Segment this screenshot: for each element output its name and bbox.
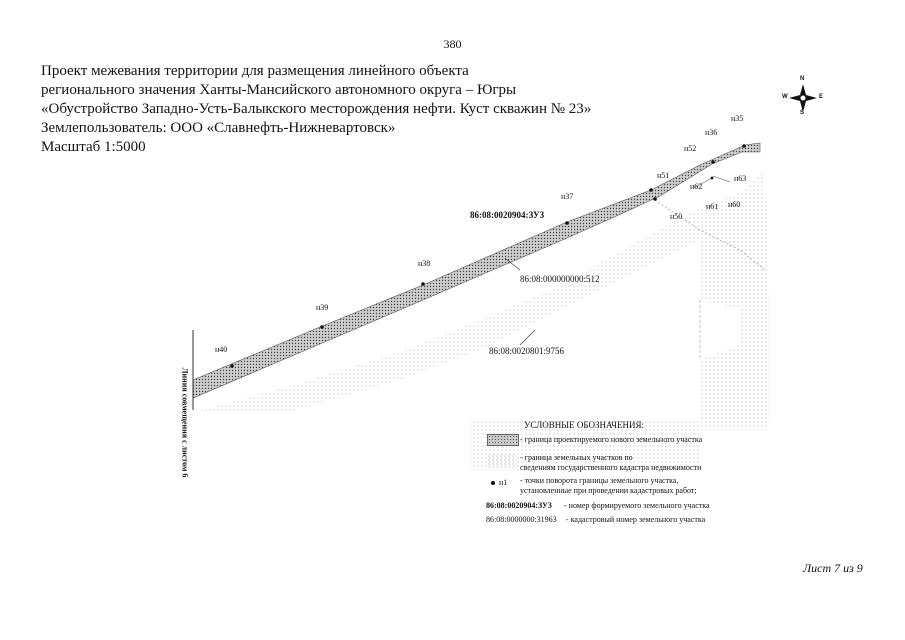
new-parcel-strip xyxy=(193,143,760,398)
legend-point-1: - точки поворота границы земельного участка, xyxy=(520,476,679,485)
label-parcel-512: 86:08:000000000:512 xyxy=(520,274,600,284)
legend-number-example: 86:08:0020904:ЗУ3 xyxy=(486,501,552,510)
point-n37 xyxy=(565,221,569,225)
legend-cad-example: 86:08:0000000:31963 xyxy=(486,515,557,524)
legend-title: УСЛОВНЫЕ ОБОЗНАЧЕНИЯ: xyxy=(524,420,644,430)
page-number: 380 xyxy=(443,37,462,51)
legend-point-label: н1 xyxy=(499,478,508,487)
label-n60: н60 xyxy=(728,200,741,209)
label-n52: н52 xyxy=(684,144,697,153)
leader-9756 xyxy=(520,330,535,345)
compass-s: S xyxy=(800,110,805,116)
sheet-join-label xyxy=(180,356,190,496)
legend-swatch-new xyxy=(487,434,519,446)
cadastral-parcel-right xyxy=(700,190,768,430)
title-line-4: Землепользователь: ООО «Славнефть-Нижневартовск» xyxy=(41,120,396,136)
compass-n: N xyxy=(800,76,805,82)
legend-cadastre-1: - граница земельных участков по xyxy=(520,453,633,462)
point-n51 xyxy=(649,188,653,192)
compass-w: W xyxy=(782,94,788,100)
label-n39: н39 xyxy=(316,303,329,312)
sheet-join-text: Линия совмещения с листом 6 xyxy=(180,367,190,478)
legend-point-symbol xyxy=(482,478,522,490)
point-n38 xyxy=(421,282,425,286)
label-n38: н38 xyxy=(418,259,431,268)
legend-swatch-cadastre xyxy=(487,454,517,468)
point-n40 xyxy=(230,364,234,368)
point-n39 xyxy=(320,325,324,329)
title-line-2: регионального значения Ханты-Мансийского автономного округа – Югры xyxy=(41,82,517,98)
label-n50: н50 xyxy=(670,212,683,221)
point-dot-icon xyxy=(491,481,495,485)
legend-point-2: установленные при проведении кадастровых работ; xyxy=(520,486,697,495)
title-line-3: «Обустройство Западно-Усть-Балыкского месторождения нефти. Куст скважин № 23» xyxy=(41,101,592,117)
legend-cadastre-2: сведениям государственного кадастра недвижимости xyxy=(520,463,702,472)
leader-n63 xyxy=(713,176,730,182)
label-parcel-9756: 86:08:0020801:9756 xyxy=(489,346,565,356)
point-n35 xyxy=(742,144,746,148)
legend-number-text: - номер формируемого земельного участка xyxy=(564,501,710,510)
sheet-number: Лист 7 из 9 xyxy=(803,561,863,575)
point-n36 xyxy=(711,160,715,164)
point-n50 xyxy=(653,197,657,201)
label-n35: н35 xyxy=(731,114,744,123)
label-n37: н37 xyxy=(561,192,574,201)
label-n63: н63 xyxy=(734,174,747,183)
label-n62: н62 xyxy=(690,182,703,191)
title-line-5: Масштаб 1:5000 xyxy=(41,139,146,155)
legend-cad-text: - кадастровый номер земельного участка xyxy=(566,515,706,524)
point-n62 xyxy=(711,177,714,180)
label-n51: н51 xyxy=(657,171,670,180)
label-n61: н61 xyxy=(706,202,719,211)
label-n40: н40 xyxy=(215,345,228,354)
compass-e: E xyxy=(819,94,824,100)
label-parcel-new: 86:08:0020904:ЗУ3 xyxy=(470,210,545,220)
legend-new-parcel: - граница проектируемого нового земельного участка xyxy=(520,435,703,444)
title-line-1: Проект межевания территории для размещения линейного объекта xyxy=(41,63,469,79)
label-n36: н36 xyxy=(705,128,718,137)
